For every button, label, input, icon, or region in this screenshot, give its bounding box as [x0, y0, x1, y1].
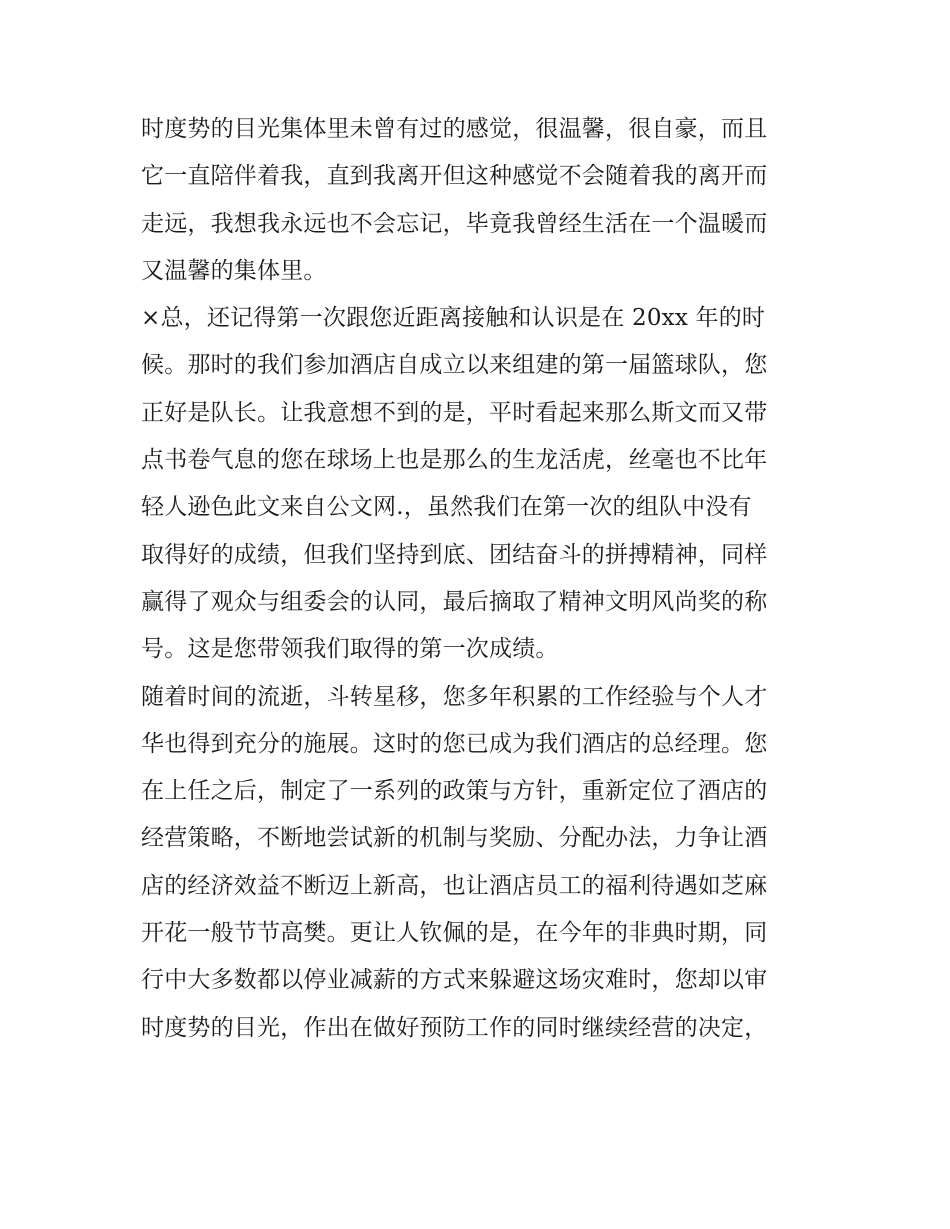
- text-line: 时度势的目光集体里未曾有过的感觉，很温馨，很自豪，而且: [141, 116, 768, 142]
- text-line: 又温馨的集体里。: [141, 257, 327, 284]
- text-line: 点书卷气息的您在球场上也是那么的生龙活虎，丝毫也不比年: [141, 447, 768, 474]
- text-line: 号。这是您带领我们取得的第一次成绩。: [141, 636, 559, 663]
- text-line: 候。那时的我们参加酒店自成立以来组建的第一届篮球队，您: [141, 352, 768, 379]
- text-line: 正好是队长。让我意想不到的是，平时看起来那么斯文而又带: [141, 399, 768, 426]
- text-line: ×总，还记得第一次跟您近距离接触和认识是在 20xx 年的时: [141, 305, 766, 332]
- text-line: 时度势的目光，作出在做好预防工作的同时继续经营的决定，: [141, 1014, 768, 1041]
- text-line: 走远，我想我永远也不会忘记，毕竟我曾经生活在一个温暖而: [141, 210, 768, 237]
- text-line: 随着时间的流逝，斗转星移，您多年积累的工作经验与个人才: [141, 683, 768, 710]
- text-line: 取得好的成绩，但我们坚持到底、团结奋斗的拼搏精神，同样: [141, 541, 768, 568]
- text-line: 华也得到充分的施展。这时的您已成为我们酒店的总经理。您: [141, 730, 768, 757]
- text-line: 它一直陪伴着我，直到我离开但这种感觉不会随着我的离开而: [141, 163, 768, 190]
- text-line: 开花一般节节高樊。更让人钦佩的是，在今年的非典时期，同: [141, 920, 768, 947]
- text-line: 赢得了观众与组委会的认同，最后摘取了精神文明风尚奖的称: [141, 588, 768, 615]
- text-line: 经营策略，不断地尝试新的机制与奖励、分配办法，力争让酒: [141, 825, 768, 852]
- text-line: 行中大多数都以停业减薪的方式来躲避这场灾难时，您却以审: [141, 967, 768, 994]
- text-line: 轻人逊色此文来自公文网.，虽然我们在第一次的组队中没有: [141, 494, 752, 521]
- document-body: [141, 106, 813, 1052]
- text-line: 在上任之后，制定了一系列的政策与方针，重新定位了酒店的: [141, 778, 768, 805]
- text-line: 店的经济效益不断迈上新高，也让酒店员工的福利待遇如芝麻: [141, 872, 768, 899]
